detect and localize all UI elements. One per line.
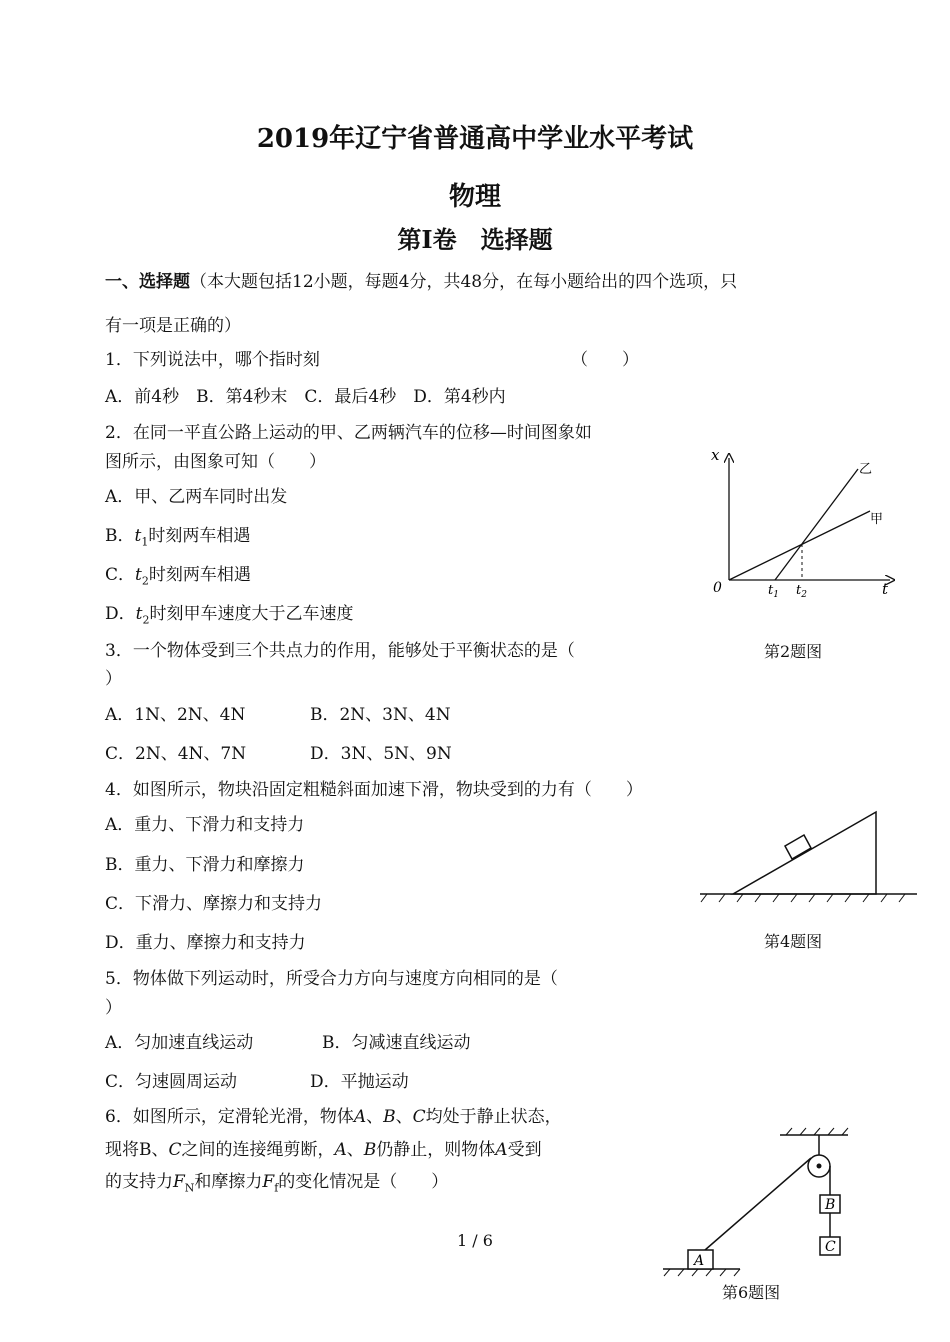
fig6-ground-hatch <box>664 1269 740 1276</box>
q6-var-b-2: B <box>363 1140 377 1160</box>
q5-stem-1: 5．物体做下列运动时，所受合力方向与速度方向相同的是（ <box>105 969 558 989</box>
q2-option-c-letter: C． <box>105 565 136 585</box>
subject-title: 物理 <box>448 182 501 212</box>
q2-option-c-var: t <box>135 565 142 585</box>
q2-stem-2: 图所示，由图象可知（ ） <box>105 452 326 472</box>
fig2-line-jia <box>729 511 870 580</box>
section-desc-1: （本大题包括12小题，每题4分，共48分，在每小题给出的四个选项，只 <box>190 272 738 292</box>
q2-option-b-var: t <box>134 526 142 546</box>
q3-option-c: C．2N、4N、7N <box>105 744 247 764</box>
q6-stem-3-c: 的变化情况是（ ） <box>278 1172 449 1192</box>
q4-option-c: C．下滑力、摩擦力和支持力 <box>105 894 323 914</box>
fig2-label-jia: 甲 <box>870 512 884 527</box>
section-header <box>105 267 737 292</box>
fig2-y-label: x <box>711 446 720 464</box>
q2-option-c-text: 时刻两车相遇 <box>148 565 251 585</box>
fig2-tick-t1: $t_1$ <box>768 583 779 600</box>
q5-option-b: B．匀减速直线运动 <box>322 1033 471 1053</box>
q1-blank: （ ） <box>571 350 639 370</box>
fig2-tick-t2: $t_2$ <box>796 583 807 600</box>
q6-stem-3-b: 和摩擦力 <box>194 1172 263 1192</box>
fig4-block <box>785 835 811 859</box>
fig4-incline <box>695 805 925 905</box>
q2-option-d-sub: 2 <box>142 613 150 627</box>
q2-option-a: A．甲、乙两车同时出发 <box>105 487 288 507</box>
q6-var-c: C <box>412 1107 426 1127</box>
fig4-incline-wedge <box>733 812 876 894</box>
section-label: 一、选择题 <box>105 272 190 292</box>
q5-option-d: D．平抛运动 <box>310 1072 409 1092</box>
q6-var-a-2: A <box>334 1140 347 1160</box>
q6-var-a: A <box>353 1107 367 1127</box>
fig6-caption: 第6题图 <box>722 1283 781 1302</box>
q6-sub-f: f <box>274 1181 279 1195</box>
q6-stem-2-d: 仍静止，则物体 <box>376 1140 496 1160</box>
q2-stem-1: 2．在同一平直公路上运动的甲、乙两辆汽车的位移—时间图象如 <box>105 423 592 443</box>
q5-option-c: C．匀速圆周运动 <box>105 1072 238 1092</box>
q3-stem-1: 3．一个物体受到三个共点力的作用，能够处于平衡状态的是（ <box>105 641 575 661</box>
q6-var-fn: F <box>173 1172 185 1192</box>
q6-stem-1-b: 、 <box>366 1107 384 1127</box>
page-number: 1 / 6 <box>457 1231 493 1250</box>
q6-stem-2-c: 、 <box>346 1140 364 1160</box>
section-desc-2: 有一项是正确的） <box>105 316 241 336</box>
q6-stem-1-c: 、 <box>395 1107 413 1127</box>
q6-var-c-2: C <box>168 1140 182 1160</box>
q5-stem-2: ） <box>105 998 122 1018</box>
q6-stem-2-b: 之间的连接绳剪断， <box>181 1140 335 1160</box>
q6-var-ff: F <box>262 1172 275 1192</box>
q2-option-d-text: 时刻甲车速度大于乙车速度 <box>149 604 354 624</box>
q6-stem-2-a: 现将B、 <box>105 1140 169 1160</box>
fig6-pulley <box>660 1125 860 1280</box>
fig4-caption: 第4题图 <box>764 932 823 951</box>
q2-option-c <box>105 560 251 587</box>
q2-option-b <box>105 521 250 548</box>
q6-sub-n: N <box>184 1181 195 1195</box>
q6-stem-1-d: 均处于静止状态， <box>425 1107 562 1127</box>
q6-stem-3 <box>105 1167 448 1194</box>
q2-option-b-sub: 1 <box>141 535 149 549</box>
q5-option-a: A．匀加速直线运动 <box>105 1033 254 1053</box>
q4-option-a: A．重力、下滑力和支持力 <box>105 815 305 835</box>
q1-options: A．前4秒 B．第4秒末 C．最后4秒 D．第4秒内 <box>105 387 506 407</box>
q3-option-b: B．2N、3N、4N <box>310 705 451 725</box>
q4-option-b: B．重力、下滑力和摩擦力 <box>105 855 305 875</box>
q3-option-a: A．1N、2N、4N <box>105 705 246 725</box>
q6-var-a-3: A <box>495 1140 508 1160</box>
fig2-graph <box>700 440 910 605</box>
q2-option-c-sub: 2 <box>141 574 149 588</box>
fig2-origin: 0 <box>713 580 722 596</box>
fig4-ground-hatch <box>701 894 905 902</box>
q6-stem-1-a: 6．如图所示，定滑轮光滑，物体 <box>105 1107 354 1127</box>
q6-stem-2-e: 受到 <box>507 1140 542 1160</box>
q4-option-d: D．重力、摩擦力和支持力 <box>105 933 306 953</box>
fig6-label-b: B <box>825 1197 836 1213</box>
q2-option-d-letter: D． <box>105 604 136 624</box>
fig6-label-a: A <box>694 1253 705 1269</box>
exam-title: 2019年辽宁省普通高中学业水平考试 <box>256 124 694 154</box>
fig2-line-yi <box>775 469 858 580</box>
volume-title: 第Ⅰ卷 选择题 <box>397 225 553 254</box>
fig6-label-c: C <box>825 1239 836 1255</box>
q2-option-b-text: 时刻两车相遇 <box>148 526 251 546</box>
fig2-label-yi: 乙 <box>859 462 873 477</box>
q4-stem: 4．如图所示，物块沿固定粗糙斜面加速下滑，物块受到的力有（ ） <box>105 780 643 800</box>
fig6-pulley-axle <box>817 1164 822 1169</box>
q6-stem-1 <box>105 1102 562 1127</box>
q2-option-d-var: t <box>135 604 143 624</box>
fig6-ceiling-hatch <box>786 1128 848 1135</box>
q3-stem-2: ） <box>105 669 122 689</box>
q2-option-d <box>105 599 353 626</box>
q6-stem-2 <box>105 1135 542 1160</box>
q2-option-b-letter: B． <box>105 526 135 546</box>
q6-stem-3-a: 的支持力 <box>105 1172 173 1192</box>
q6-var-b: B <box>383 1107 396 1127</box>
q3-option-d: D．3N、5N、9N <box>310 744 452 764</box>
fig2-caption: 第2题图 <box>764 642 823 661</box>
fig2-x-label: t <box>882 580 889 598</box>
q1-stem: 1．下列说法中，哪个指时刻 <box>105 350 320 370</box>
